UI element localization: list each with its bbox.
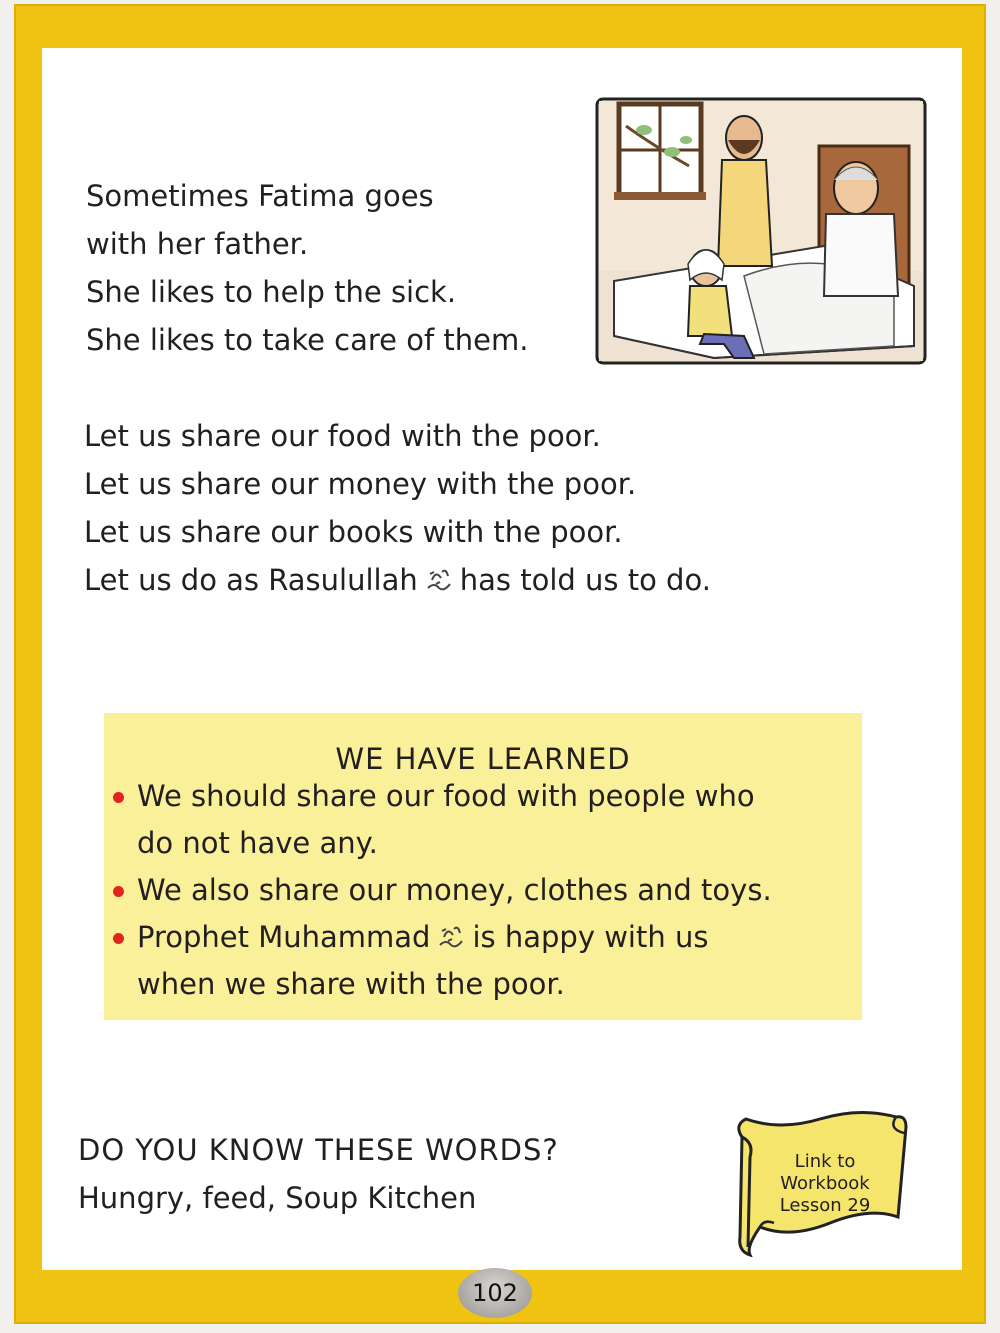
workbook-line-1: Link to bbox=[794, 1151, 856, 1172]
story-paragraph-2 bbox=[84, 412, 711, 604]
story-line: She likes to help the sick. bbox=[86, 275, 457, 309]
bullet-dot-icon bbox=[113, 792, 124, 803]
we-have-learned-title: WE HAVE LEARNED bbox=[335, 742, 631, 776]
story-line-last-part-b: has told us to do. bbox=[459, 563, 711, 597]
vocabulary-title: DO YOU KNOW THESE WORDS? bbox=[78, 1133, 559, 1167]
story-line: Let us share our books with the poor. bbox=[84, 515, 623, 549]
bullet-dot-icon bbox=[113, 933, 124, 944]
learned-bullet-3-line-2: when we share with the poor. bbox=[137, 967, 565, 1001]
pbuh-calligraphy-icon bbox=[436, 921, 466, 951]
we-have-learned-box bbox=[104, 713, 862, 1020]
story-line: Sometimes Fatima goes bbox=[86, 179, 434, 213]
learned-bullet-3-part-b: is happy with us bbox=[472, 920, 709, 954]
vocabulary-list: Hungry, feed, Soup Kitchen bbox=[78, 1181, 477, 1215]
story-paragraph-1 bbox=[86, 172, 528, 364]
learned-bullet-3-line-1 bbox=[137, 914, 854, 961]
bullet-dot-icon bbox=[113, 886, 124, 897]
story-line: She likes to take care of them. bbox=[86, 323, 529, 357]
learned-bullet-1-line-2: do not have any. bbox=[137, 826, 378, 860]
learned-bullet-3 bbox=[104, 914, 854, 1008]
workbook-line-3: Lesson 29 bbox=[779, 1195, 871, 1216]
learned-bullet-2 bbox=[104, 867, 854, 914]
learned-bullet-1 bbox=[104, 773, 854, 867]
story-line: with her father. bbox=[86, 227, 309, 261]
story-line-last bbox=[84, 556, 711, 604]
learned-bullet-1-line-1: We should share our food with people who bbox=[137, 779, 755, 813]
page-number-badge: 102 bbox=[458, 1268, 532, 1318]
pbuh-calligraphy-icon bbox=[424, 564, 454, 594]
story-line: Let us share our money with the poor. bbox=[84, 467, 637, 501]
learned-bullet-list bbox=[104, 773, 862, 1008]
learned-bullet-2-line-1: We also share our money, clothes and toys. bbox=[137, 873, 772, 907]
workbook-line-2: Workbook bbox=[780, 1173, 870, 1194]
link-to-workbook-label bbox=[760, 1151, 890, 1217]
fatima-father-sick-man-illustration bbox=[594, 96, 928, 366]
story-line-last-part-a: Let us do as Rasulullah bbox=[84, 563, 418, 597]
learned-bullet-3-part-a: Prophet Muhammad bbox=[137, 920, 431, 954]
story-line: Let us share our food with the poor. bbox=[84, 419, 601, 453]
